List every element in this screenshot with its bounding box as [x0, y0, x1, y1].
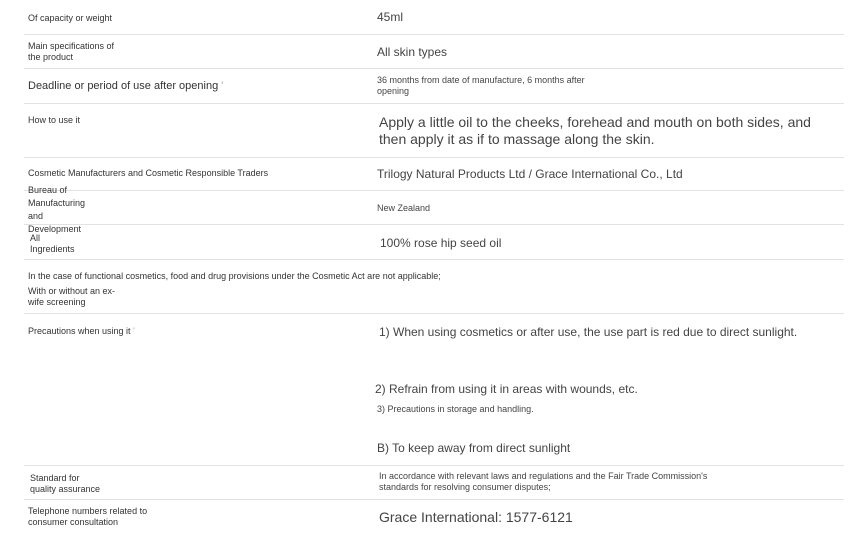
table-row-functional-cosmetics [24, 260, 844, 314]
row-value: 36 months from date of manufacture, 6 months after opening [377, 75, 585, 96]
precaution-item: 2) Refrain from using it in areas with wounds, etc. [375, 382, 638, 396]
row-value: New Zealand [377, 203, 431, 213]
row-value: 45ml [377, 10, 404, 24]
row-value: Apply a little oil to the cheeks, forehead and mouth on both sides, and then apply it as if to massage along the skin. [379, 114, 811, 147]
precaution-item: 3) Precautions in storage and handling. [377, 404, 534, 414]
table-row-specifications [24, 35, 844, 69]
row-value: Trilogy Natural Products Ltd / Grace International Co., Ltd [377, 167, 683, 181]
row-label: Deadline or period of use after opening ' [28, 80, 224, 92]
row-label: Cosmetic Manufacturers and Cosmetic Responsible Traders [28, 168, 269, 178]
table-row-ingredients [24, 225, 844, 260]
table-row-period-of-use [24, 69, 844, 104]
row-label: Precautions when using it ' [28, 326, 135, 336]
row-value: 100% rose hip seed oil [380, 236, 502, 250]
precaution-item: 1) When using cosmetics or after use, the use part is red due to direct sunlight. [379, 325, 798, 339]
row-label: Of capacity or weight [28, 13, 113, 23]
table-row-consultation-phone [24, 500, 844, 534]
row-label: How to use it [28, 115, 81, 125]
table-row-precautions [24, 314, 844, 466]
table-row-origin [24, 185, 844, 234]
row-label-mark: ' [133, 326, 135, 336]
row-label: Standard for quality assurance [30, 473, 101, 494]
row-label: All Ingredients [30, 233, 75, 254]
row-label: Bureau of Manufacturing and Development [28, 185, 86, 234]
row-value: Grace International: 1577-6121 [379, 509, 573, 525]
precaution-item: B) To keep away from direct sunlight [377, 441, 571, 455]
row-label: Main specifications of the product [28, 41, 115, 62]
table-row-capacity [24, 0, 844, 35]
row-label-mark: ' [221, 80, 224, 92]
row-value: All skin types [377, 45, 448, 59]
row-label: Telephone numbers related to consumer consultation [28, 506, 148, 527]
table-row-how-to-use [24, 104, 844, 158]
row-label: In the case of functional cosmetics, food and drug provisions under the Cosmetic Act are not applicable; [28, 271, 441, 281]
table-row-quality-assurance [24, 466, 844, 500]
row-sub-label: With or without an ex- wife screening [28, 286, 116, 307]
row-value: In accordance with relevant laws and regulations and the Fair Trade Commission's standards for resolving consumer disputes; [379, 471, 708, 492]
table-row-manufacturers [24, 158, 844, 191]
